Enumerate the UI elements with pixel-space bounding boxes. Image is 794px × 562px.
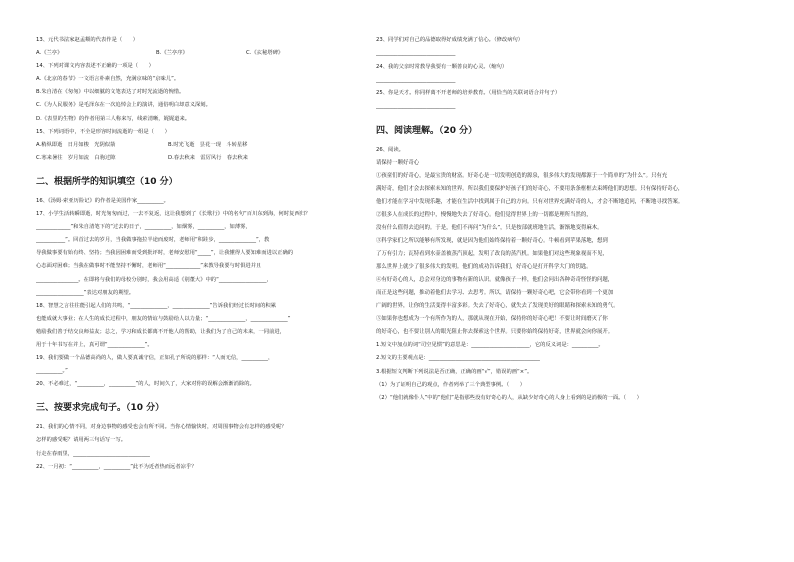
q17-line-3: ___________”。回首过去的岁月，当我做事拖拉半途而废时，老师用“积跬步，______________”，教 (36, 237, 270, 244)
q17-line-6: ________________。在即将与我们的母校分别时，我会用高适《别董大》中的“__________________， (36, 276, 272, 283)
q13-option-b: B.《兰亭序》 (156, 50, 188, 57)
q21-line-2: 怎样的感受呢？请用两三句话写一写。 (36, 437, 127, 444)
passage-line: 没有什么值得去追问的。于是，他们不再问“为什么”，只是按部就班地生活，渐渐地变得麻木。 (376, 225, 603, 232)
reading-q3-2: （2）“他们就像仆人”中的“他们”是指那些没有好奇心的人，从缺少好奇心的人身上看到的是消极的一面。（ ） (376, 395, 642, 402)
q13-option-a: A.《兰亭》 (36, 50, 63, 57)
q19-line-1: 19、我们要做一个品德高尚的人，做人要真诚守信，正如孔子所说的那样：“人而无信，__________， (36, 355, 274, 362)
q24: 24、我的父亲时常教导我要有一颗善良的心灵。（缩句） (376, 63, 508, 70)
q16: 16、《汤姆·索亚历险记》的作者是美国作家__________。 (36, 197, 169, 204)
right-column (376, 34, 761, 406)
q13-stem: 13、元代书法家赵孟頫的代表作是（ ） (36, 37, 139, 43)
q20: 20、不必难过，“__________，__________”的人，时间久了，大家对你的误解会渐渐消除的。 (36, 381, 255, 388)
reading-q1: 1.短文中加点的词“司空见惯”的意思是：______________________，它的反义词是：__________。 (376, 342, 604, 349)
q15-option-b: B.时光飞逝 昙花一现 斗转星移 (168, 141, 248, 148)
q15-row-1 (36, 139, 368, 152)
q14-stem: 14、下列对课文内容表述不正确的一项是（ ） (36, 63, 154, 70)
section4-heading: 四、阅读理解。（20 分） (376, 125, 478, 136)
reading-q3-1: （1）为了证明自己的观点，作者列举了三个典型事例。（ ） (376, 381, 526, 388)
q26: 26、阅读。 (376, 146, 404, 153)
q24-answer-line: ______________________________ (376, 76, 456, 83)
passage-line: 的好奇心，也不要让别人的眼光阻止你去探索这个世界。只要你始终保持好奇，世界就会向你展开。 (376, 329, 614, 336)
passage-line: ④有好奇心的人，总会对身边的事物有新的认识。就像孩子一样，他们会问出各种奇奇怪怪的问题， (376, 277, 614, 284)
passage-title: 请保持一颗好奇心 (376, 160, 420, 167)
q13-option-c: C.《玄秘塔碑》 (246, 50, 284, 57)
passage-line: 广阔的世界，让你的生活变得丰富多彩。失去了好奇心，就失去了发现美好的眼睛和探索未知的勇气。 (376, 303, 619, 310)
q14-option-d: D.《表里的生物》的作者用第三人称来写，线索清晰，娓娓道来。 (36, 115, 191, 122)
q15-option-a: A.稍纵即逝 日月如梭 光阴似箭 (36, 141, 116, 148)
q17-line-4: 导我做事要有始有终、坚持；当我因困难而受到批评时，老师安慰用“_____”，让我懂得人要知难而进以正确的 (36, 250, 294, 257)
passage-line: 了万有引力；瓦特看到水壶盖被蒸汽顶起，发明了改良的蒸汽机。如果他们对这些现象视而不见， (376, 251, 608, 258)
section3-heading: 三、按要求完成句子。（10 分） (36, 403, 165, 414)
q17-line-5: 心态面对困难；当我在做事时不能坚持不懈时，老师用“_____________”来教导我要与时俱进并且 (36, 263, 262, 270)
reading-q3: 3.根据短文判断下列说法是否正确，正确的画“√”，错误的画“×”。 (376, 368, 533, 375)
q14-option-c: C.《为人民服务》是毛泽东在一次追悼会上的演讲，通俗明白却意义深刻。 (36, 102, 211, 109)
q18-line-3: 勉励我们善于结交良师益友；总之，学习和成长都离不开他人的帮助，让我们为了自己的未来，一同前进， (36, 328, 285, 335)
q23-answer-line: ______________________________ (376, 50, 456, 57)
q17-line-7: __________________”表达对朋友的期望。 (36, 289, 135, 296)
q19-line-2: __________。” (36, 368, 68, 375)
passage-line: ②很多人在成长的过程中，慢慢地失去了好奇心。他们觉得世界上的一切都是理所当然的， (376, 212, 592, 219)
passage-line: 那么世界上就少了很多伟大的发明。他们的成功告诉我们，好奇心是打开科学大门的钥匙。 (376, 264, 592, 271)
q15-option-c: C.寒来暑往 岁月如流 白驹过隙 (36, 154, 116, 161)
q17-line-1: 17、小学生活转瞬即逝，时光匆匆而过，一去不复返，这让我想到了《长歌行》中的名句“百川东到海，何时复西归？ (36, 211, 311, 218)
passage-line: ③科学家们之所以能够有所发现，就是因为他们始终保持着一颗好奇心。牛顿看到苹果落地，想到 (376, 238, 608, 245)
q14-option-b: B.朱自清在《匆匆》中以细腻的文笔表达了对时光流逝的惋惜。 (36, 89, 185, 96)
q14-option-a: A.《北京的春节》一文语言朴素自然，充满京味的“京味儿”。 (36, 76, 180, 83)
reading-q2: 2.短文的主要观点是：__________________________________________ (376, 355, 540, 362)
q25: 25、你是天才。你同样离不开老师的培养教育。（用恰当的关联词语合并句子） (376, 90, 561, 97)
q18-line-2: 也能成就大事业；在人生的成长过程中，朋友的情谊与鼓励给人以力量；“______________，______________” (36, 315, 291, 322)
passage-line: 他们才能在学习中发现乐趣，才能在生活中找到属于自己的方向。只有对世界充满好奇的人，才会不断地追问，不断地寻找答案。 (376, 199, 684, 206)
left-column (36, 34, 368, 474)
q21-line-1: 21、我们的心情不同，对身边事物的感受也会有所不同。当你心情愉快时，对周围事物会有怎样的感受呢？ (36, 424, 287, 431)
q22: 22、一月初：“__________，__________”此不为近者热而远者凉乎？ (36, 463, 197, 470)
q18-line-4: 用于十年书写在并上，真可谓“______________”。 (36, 341, 153, 348)
q17-line-2: _____________”和朱自清笔下的“过去的日子，__________，如烟雾，__________，如薄雾， (36, 224, 251, 231)
passage-line: 而正是这些问题，推动着他们去学习、去思考。所以，请保持一颗好奇心吧，它会带你看到一个更加 (376, 290, 614, 297)
q23: 23、同学们对自己的品德取得好成绩充满了信心。（修改病句） (376, 37, 524, 43)
q15-stem: 15、下列词语中，不全是形容时间流逝的一组是（ ） (36, 128, 170, 135)
q15-option-d: D.春去秋来 雷厉风行 春去秋来 (168, 154, 248, 161)
passage-line: ①孩童们的好奇心，是最宝贵的财富。好奇心是一切发明创造的源泉，很多伟大的发现都源于一个简单的“为什么”。只有充 (376, 173, 668, 180)
q21-answer-line: 行走在春雨里，_____________________________ (36, 450, 150, 457)
passage-line: 满好奇，他们才会去探索未知的世界。所以我们要保护好孩子们的好奇心，不要用条条框框去束缚他们的思想。只有保持好奇心， (376, 186, 684, 193)
section2-heading: 二、根据所学的知识填空（10 分） (36, 176, 178, 187)
passage-line: ⑤如果你也想成为一个有所作为的人，那就从现在开始，保持你的好奇心吧！不要让时间磨灭了你 (376, 316, 608, 323)
q15-row-2 (36, 152, 368, 165)
q25-answer-line: ______________________________ (376, 103, 456, 110)
q13-options (36, 47, 368, 60)
q18-line-1: 18、智慧之言往往能引起人们的共鸣，“______________，______________”告诉我们经过长时间的积累 (36, 302, 276, 309)
